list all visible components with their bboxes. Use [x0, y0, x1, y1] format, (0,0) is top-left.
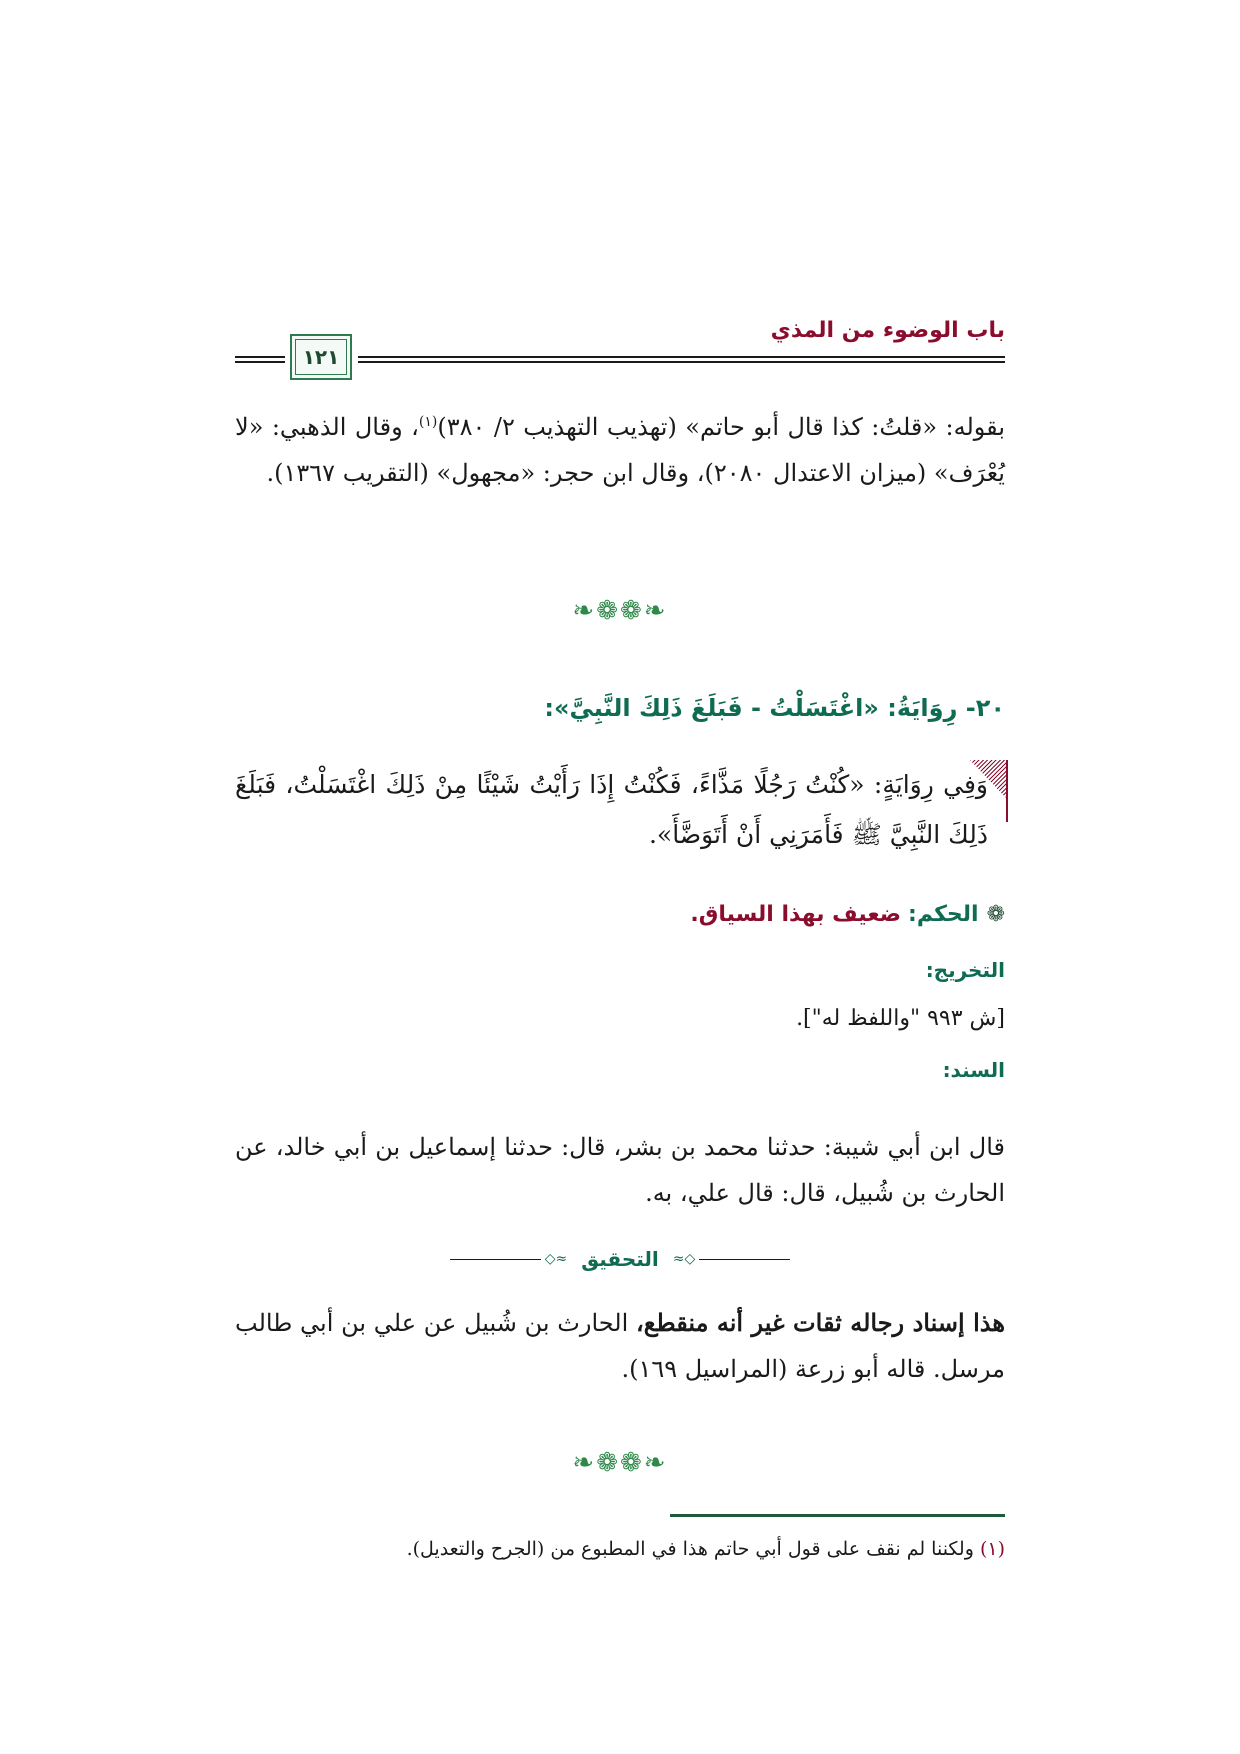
tahqiq-divider — [450, 1246, 790, 1272]
ruling-label: الحكم: — [908, 902, 979, 927]
sanad-body: قال ابن أبي شيبة: حدثنا محمد بن بشر، قال: حدثنا إسماعيل بن أبي خالد، عن الحارث بن شُبيل، قال: قال علي، به. — [235, 1133, 1005, 1207]
tahqiq-text: الحارث بن شُبيل عن علي بن أبي طالب مرسل. قاله أبو زرعة (المراسيل ١٦٩). — [235, 1309, 1005, 1383]
divider-line — [450, 1259, 541, 1260]
intro-text: بقوله: «قلتُ: كذا قال أبو حاتم» (تهذيب التهذيب ٢/ ٣٨٠) — [437, 413, 1005, 441]
page-number-frame — [290, 334, 352, 380]
sanad-label: السند: — [942, 1058, 1005, 1082]
ornament-divider-bottom: ❧❁❁❧ — [572, 1448, 668, 1478]
divider-line — [699, 1259, 790, 1260]
page-number: ١٢١ — [302, 345, 340, 369]
hadith-text: وَفِي رِوَايَةٍ: «كُنْتُ رَجُلًا مَذَّاءً، فَكُنْتُ إِذَا رَأَيْتُ شَيْئًا مِنْ ذَلِكَ اغْتَسَلْتُ، فَبَلَغَ ذَلِكَ النَّبِيَّ ﷺ فَأَمَرَنِي أَنْ أَتَوَضَّأَ». — [235, 770, 988, 849]
header-rule-left — [235, 356, 285, 363]
ruling-flower-icon: ❁ — [986, 902, 1005, 927]
chapter-title: باب الوضوء من المذي — [770, 318, 1005, 343]
section-heading: ٢٠- رِوَايَةُ: «اغْتَسَلْتُ - فَبَلَغَ ذَلِكَ النَّبِيَّ»: — [544, 694, 1005, 722]
intro-paragraph — [235, 404, 1005, 496]
corner-bar — [1006, 760, 1008, 822]
footnote-rule — [670, 1514, 1005, 1517]
tahqiq-paragraph — [235, 1300, 1005, 1392]
takhrij-source: [ش ٩٩٣ "واللفظ له"]. — [796, 1006, 1005, 1031]
intro-text-continued: ، وقال الذهبي: «لا يُعْرَف» (ميزان الاعتدال ٢٠٨٠)، وقال ابن حجر: «مجهول» (التقريب ١٣٦٧). — [235, 413, 1005, 487]
flourish-icon: ◇≈ — [672, 1251, 696, 1267]
ornament-divider-top: ❧❁❁❧ — [572, 596, 668, 626]
header-rule — [358, 356, 1005, 363]
ruling — [690, 902, 1005, 927]
takhrij-label: التخريج: — [925, 958, 1005, 982]
flourish-icon: ≈◇ — [544, 1251, 568, 1267]
footnote-marker: (١) — [979, 1538, 1005, 1560]
sanad-text — [235, 1124, 1005, 1216]
ruling-value: ضعيف بهذا السياق. — [690, 902, 902, 927]
footnote — [235, 1534, 1005, 1564]
footnote-text: ولكننا لم نقف على قول أبي حاتم هذا في المطبوع من (الجرح والتعديل). — [406, 1538, 974, 1560]
footnote-reference[interactable]: (١) — [418, 414, 438, 430]
tahqiq-lead: هذا إسناد رجاله ثقات غير أنه منقطع، — [635, 1308, 1006, 1337]
tahqiq-title: التحقيق — [581, 1247, 659, 1271]
